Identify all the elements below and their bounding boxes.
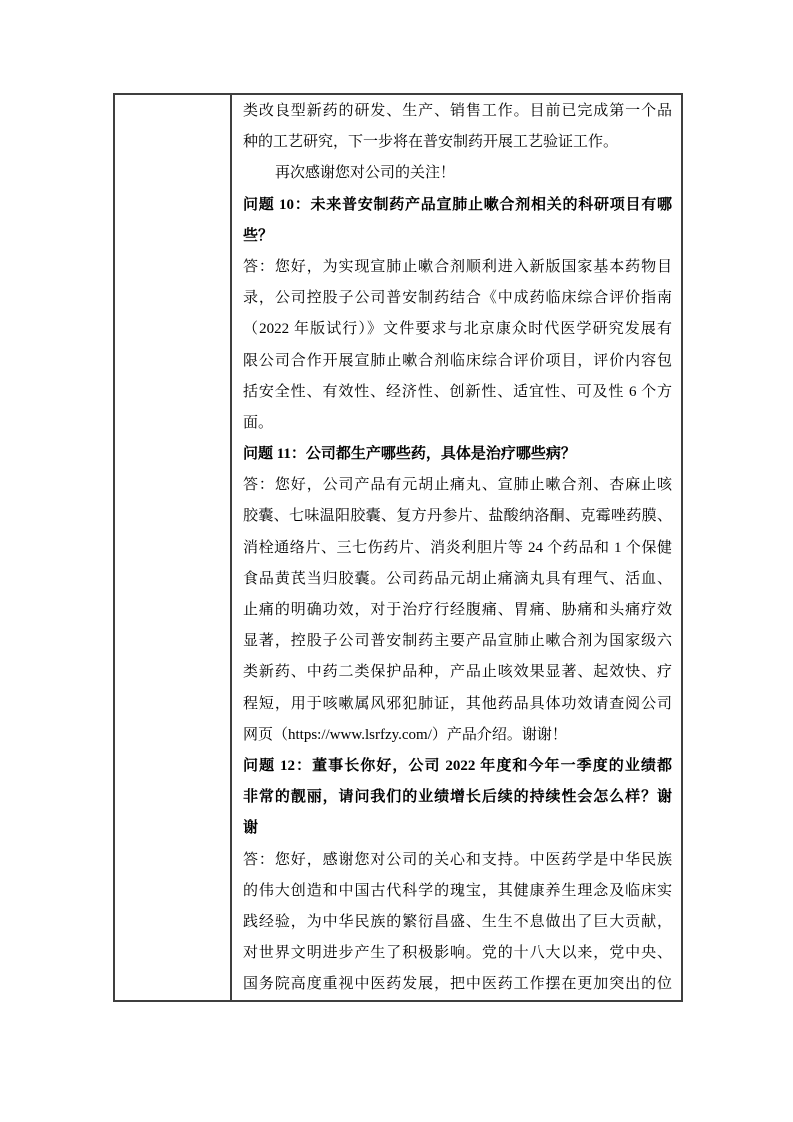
answer-10-text: 答：您好，为实现宣肺止嗽合剂顺利进入新版国家基本药物目 (243, 258, 672, 275)
question-10-heading: 问题 10：未来普安制药产品宣肺止嗽合剂相关的科研项目有哪 (243, 196, 672, 213)
answer-11-text: 止痛的明确功效，对于治疗行经腹痛、胃痛、胁痛和头痛疗效 (243, 602, 672, 618)
answer-11-text: 程短，用于咳嗽属风邪犯肺证，其他药品具体功效请查阅公司 (243, 695, 672, 712)
question-11-heading: 问题 11：公司都生产哪些药，具体是治疗哪些病？ (243, 446, 576, 463)
answer-11-text: 网页（https://www.lsrfzy.com/）产品介绍。谢谢！ (243, 726, 567, 743)
text-line: 再次感谢您对公司的关注！ (275, 165, 456, 182)
answer-11-text: 答：您好，公司产品有元胡止痛丸、宣肺止嗽合剂、杏麻止咳 (243, 477, 672, 494)
answer-10-text: （2022 年版试行）》文件要求与北京康众时代医学研究发展有 (243, 321, 672, 338)
answer-12-text: 践经验，为中华民族的繁衍昌盛、生生不息做出了巨大贡献， (243, 913, 672, 930)
answer-10-text: 括安全性、有效性、经济性、创新性、适宜性、可及性 6 个方 (243, 383, 672, 400)
text-line: 类改良型新药的研发、生产、销售工作。目前已完成第一个品 (243, 103, 672, 119)
table-left-cell (115, 95, 232, 1000)
answer-11-text: 显著，控股子公司普安制药主要产品宣肺止嗽合剂为国家级六 (243, 633, 672, 650)
question-12-heading: 问题 12：董事长你好，公司 2022 年度和今年一季度的业绩都 (243, 757, 672, 774)
qa-table (113, 93, 683, 1002)
answer-12-text: 国务院高度重视中医药发展，把中医药工作摆在更加突出的位 (243, 976, 672, 993)
answer-10-text: 限公司合作开展宣肺止嗽合剂临床综合评价项目，评价内容包 (243, 352, 672, 369)
question-10-heading: 些？ (243, 227, 274, 244)
answer-11-text: 食品黄芪当归胶囊。公司药品元胡止痛滴丸具有理气、活血、 (243, 570, 672, 587)
question-12-heading: 非常的靓丽，请问我们的业绩增长后续的持续性会怎么样？谢 (243, 789, 672, 806)
answer-11-text: 类新药、中药二类保护品种，产品止咳效果显著、起效快、疗 (243, 664, 672, 681)
question-12-heading: 谢 (243, 820, 259, 837)
answer-10-text: 面。 (243, 414, 274, 431)
text-line: 种的工艺研究，下一步将在普安制药开展工艺验证工作。 (243, 134, 619, 151)
answer-11-text: 消栓通络片、三七伤药片、消炎利胆片等 24 个药品和 1 个保健 (243, 539, 672, 556)
answer-10-text: 录，公司控股子公司普安制药结合《中成药临床综合评价指南 (243, 290, 672, 307)
answer-12-text: 的伟大创造和中国古代科学的瑰宝，其健康养生理念及临床实 (243, 882, 672, 899)
answer-11-text: 胶囊、七味温阳胶囊、复方丹参片、盐酸纳洛酮、克霉唑药膜、 (243, 508, 672, 525)
answer-12-text: 对世界文明进步产生了积极影响。党的十八大以来，党中央、 (243, 945, 672, 962)
answer-12-text: 答：您好，感谢您对公司的关心和支持。中医药学是中华民族 (243, 851, 672, 868)
table-right-cell (232, 95, 681, 1000)
